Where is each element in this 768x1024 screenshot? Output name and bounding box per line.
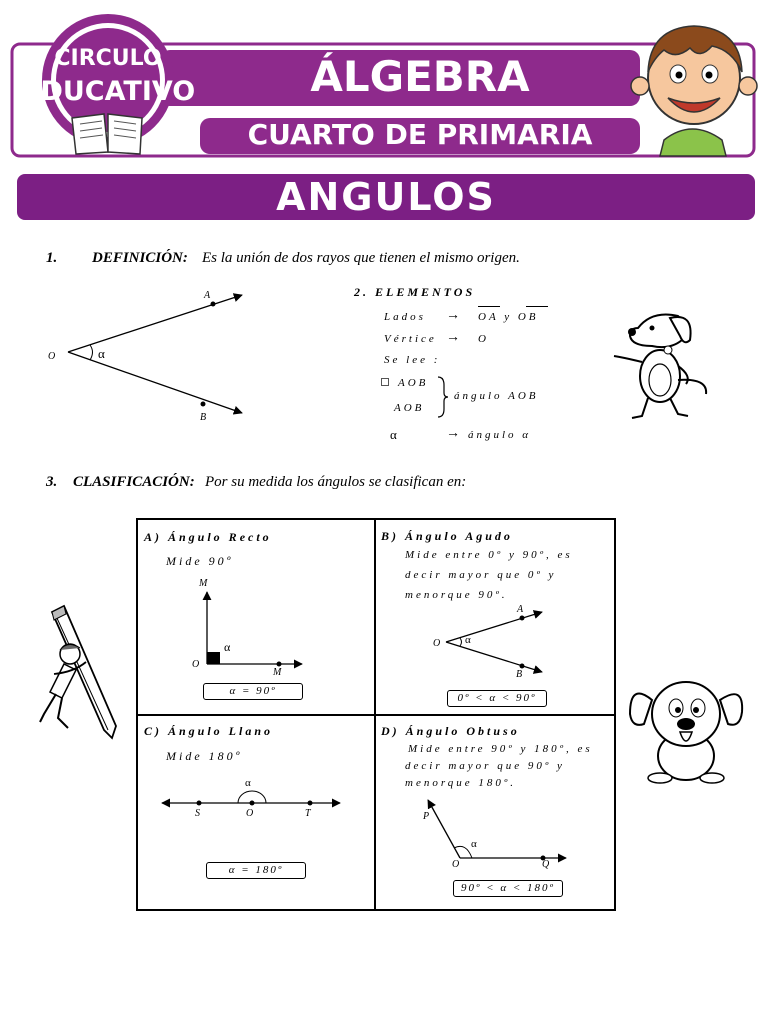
obtuso-alpha: α [471, 838, 477, 850]
agudo-b-label: B [516, 669, 523, 680]
angle-symbol-icon [381, 378, 389, 386]
agudo-desc-1: Mide entre 0º y 90º, es [405, 549, 573, 561]
dog-illustration [608, 306, 718, 426]
grade-title: CUARTO DE PRIMARIA [247, 118, 593, 151]
arrow-icon: → [446, 330, 460, 345]
agudo-alpha: α [465, 634, 471, 646]
grid-divider-horizontal [136, 714, 614, 716]
definition-number: 1. [46, 250, 58, 266]
read-aob-2: AOB [394, 402, 425, 414]
classification-text: Por su medida los ángulos se clasifican en: [205, 474, 467, 490]
right-angle-figure [180, 580, 320, 680]
definition-text: Es la unión de dos rayos que tienen el mismo origen. [202, 250, 520, 266]
elements-heading: 2. ELEMENTOS [354, 285, 476, 299]
llano-t-label: T [305, 808, 311, 819]
read-aob-1: AOB [398, 377, 429, 389]
vertex-label: O [48, 351, 56, 362]
definition-label: DEFINICIÓN: [92, 250, 188, 266]
obtuso-q-label: Q [542, 859, 550, 870]
llano-o-label: O [246, 808, 254, 819]
llano-alpha: α [245, 777, 251, 789]
acute-angle-figure [430, 604, 560, 684]
agudo-formula: 0º < α < 90º [447, 690, 547, 707]
vertice-label: Vértice [384, 333, 437, 345]
agudo-desc-2: decir mayor que 0º y [405, 569, 557, 581]
llano-desc: Mide 180º [166, 749, 243, 763]
agudo-desc-3: menorque 90º. [405, 589, 508, 601]
llano-s-label: S [195, 808, 200, 819]
logo-line1: CIRCULO [54, 46, 162, 71]
curly-brace-icon [436, 375, 450, 419]
agudo-title: B) Ángulo Agudo [381, 529, 513, 543]
agudo-o-label: O [433, 638, 441, 649]
obtuso-o-label: O [452, 859, 460, 870]
obtuso-desc-2: decir mayor que 90º y [405, 760, 565, 772]
obtuso-formula: 90º < α < 180º [453, 880, 563, 897]
point-a-label: A [204, 290, 211, 301]
obtuso-title: D) Ángulo Obtuso [381, 724, 520, 738]
angle-figure [40, 285, 260, 430]
obtuso-p-label: P [423, 811, 430, 822]
point-b-label: B [200, 412, 207, 423]
page-title: ANGULOS [276, 175, 496, 219]
pencil-boy-illustration [34, 602, 118, 742]
llano-formula: α = 180º [206, 862, 306, 879]
logo-line2: EDUCATIVO [22, 76, 196, 107]
llano-title: C) Ángulo Llano [144, 724, 274, 738]
classification-number: 3. [46, 474, 58, 490]
arrow-icon: → [446, 308, 460, 323]
recto-formula: α = 90º [203, 683, 303, 700]
classification-label: CLASIFICACIÓN: [73, 474, 195, 490]
overline-ob [526, 306, 548, 307]
agudo-a-label: A [517, 604, 524, 615]
lados-value: OA y OB [478, 311, 539, 323]
angle-alpha-label: α [98, 346, 105, 361]
recto-desc: Mide 90º [166, 554, 234, 568]
obtuso-desc-1: Mide entre 90º y 180º, es [408, 743, 593, 755]
subject-title: ÁLGEBRA [310, 52, 530, 101]
lados-label: Lados [384, 311, 426, 323]
obtuse-angle-figure [414, 796, 574, 866]
arrow-icon: → [446, 426, 460, 441]
recto-m-label: M [273, 667, 282, 678]
alpha-symbol: α [390, 427, 397, 442]
recto-alpha: α [224, 640, 231, 654]
read-aob-text: ángulo AOB [454, 390, 539, 402]
recto-o-label: O [192, 659, 200, 670]
overline-oa [478, 306, 500, 307]
recto-title: A) Ángulo Recto [144, 530, 272, 544]
se-lee-label: Se lee : [384, 354, 441, 366]
alpha-read-text: ángulo α [468, 429, 532, 441]
vertice-value: O [478, 333, 489, 345]
puppy-illustration [626, 668, 746, 790]
recto-m-top-label: M [199, 578, 208, 589]
obtuso-desc-3: menorque 180º. [405, 777, 516, 789]
